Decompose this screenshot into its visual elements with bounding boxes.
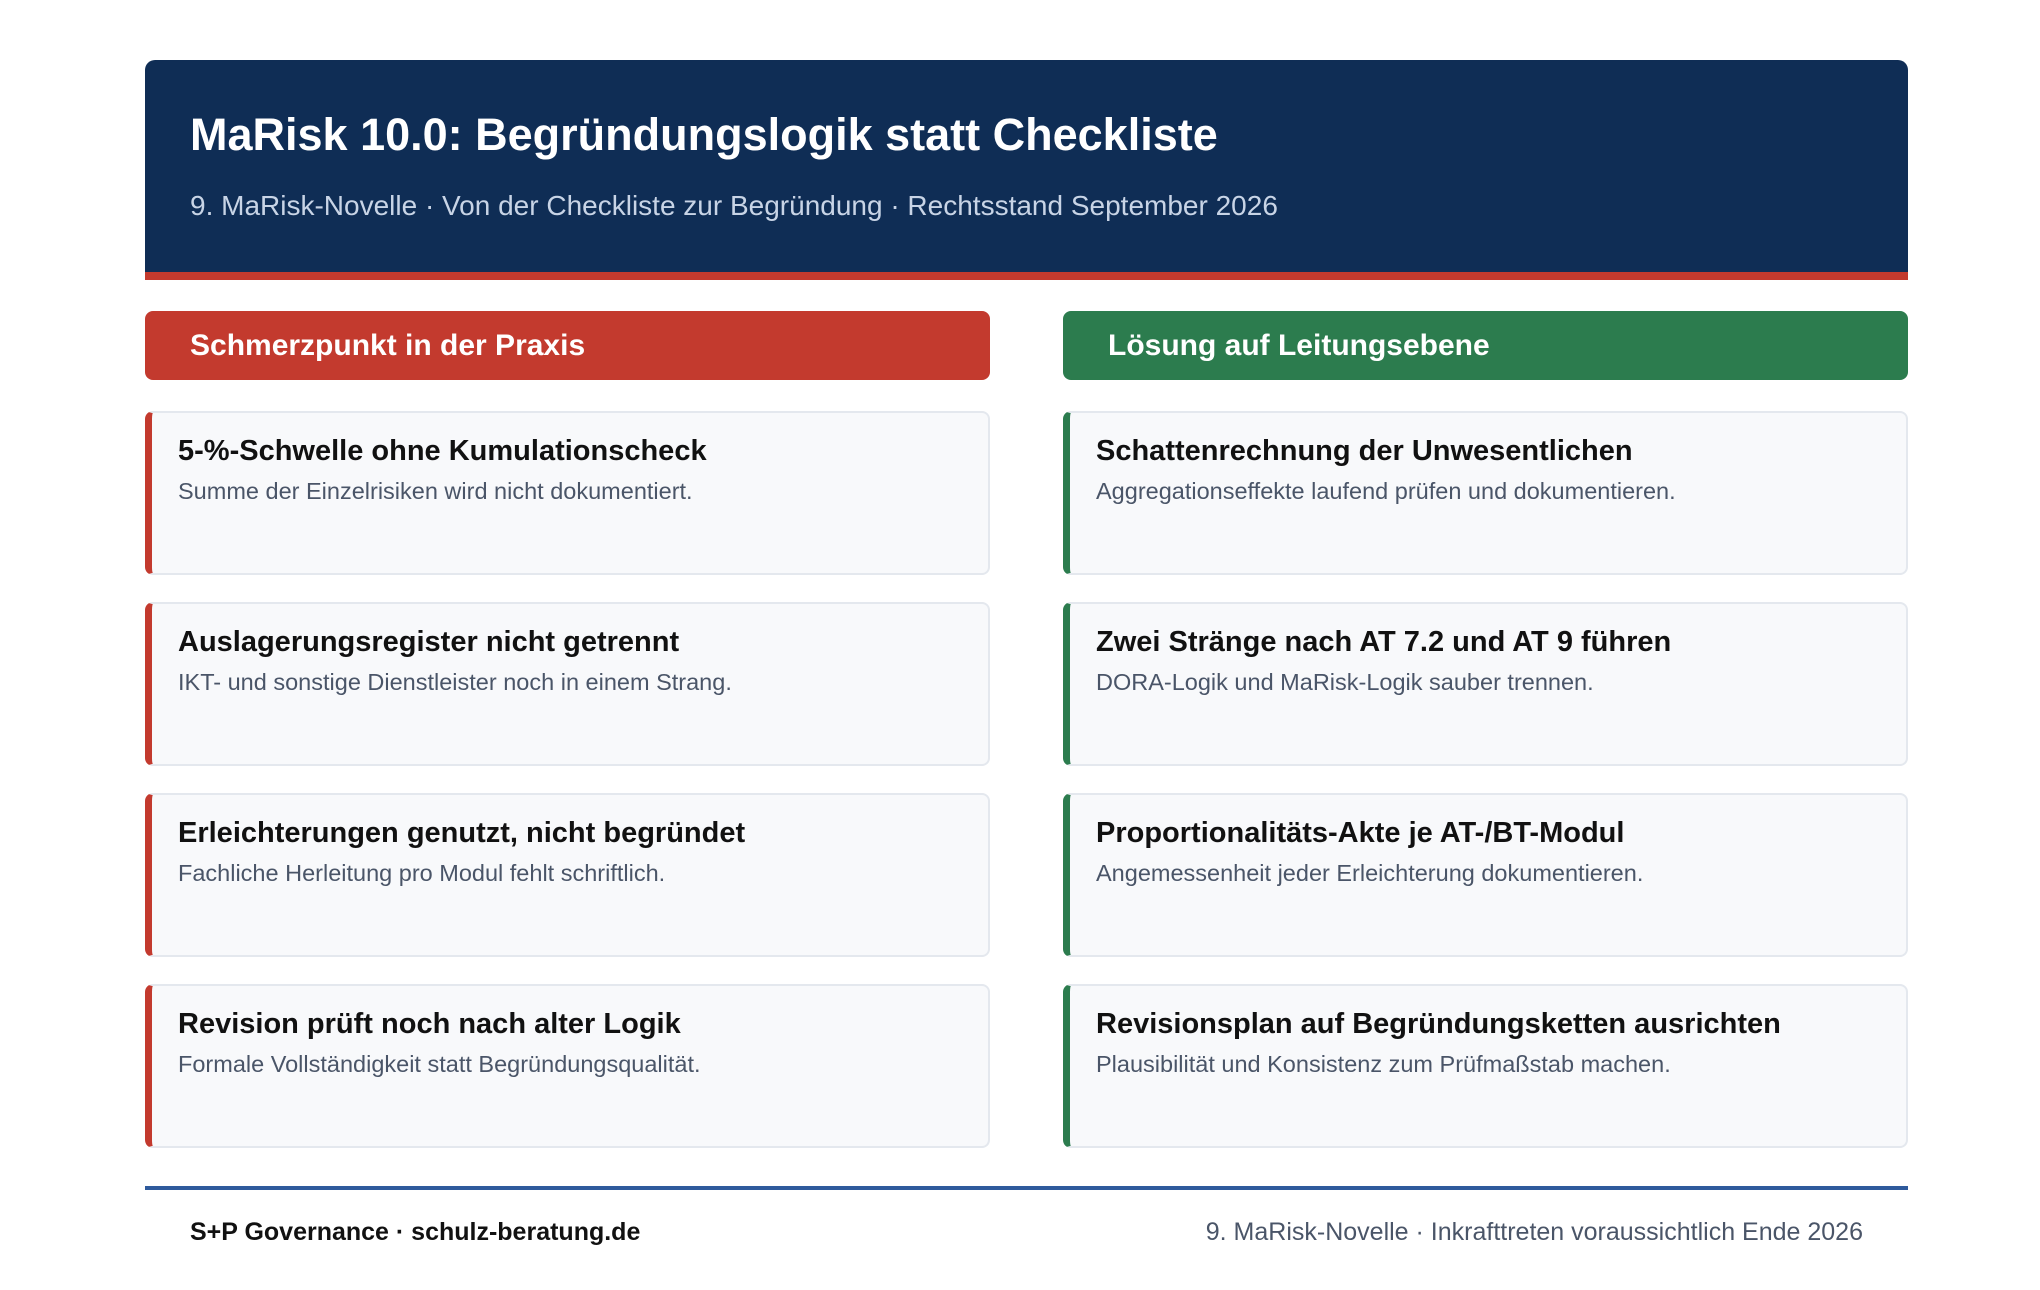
solutions-heading: Lösung auf Leitungsebene [1063,311,1908,380]
pain-point-text: IKT- und sonstige Dienstleister noch in einem Strang. [178,668,732,695]
pain-point-text: Formale Vollständigkeit statt Begründungsqualität. [178,1050,701,1077]
solution-title: Proportionalitäts-Akte je AT-/BT-Modul [1096,817,1625,849]
pain-points-heading: Schmerzpunkt in der Praxis [145,311,990,380]
pain-point-title: Auslagerungsregister nicht getrennt [178,626,680,658]
solution-text: Plausibilität und Konsistenz zum Prüfmaßstab machen. [1096,1050,1671,1077]
solution-title: Zwei Stränge nach AT 7.2 und AT 9 führen [1096,626,1672,658]
solution-title: Schattenrechnung der Unwesentlichen [1096,435,1633,467]
solutions-column [1063,311,1908,1148]
footer-brand: S+P Governance · schulz-beratung.de [190,1218,641,1246]
solution-title: Revisionsplan auf Begründungsketten ausrichten [1096,1008,1781,1040]
pain-points-column [145,311,990,1148]
page-title: MaRisk 10.0: Begründungslogik statt Checkliste [190,109,1218,160]
comparison-columns [145,311,1908,1148]
solution-card [1063,984,1908,1148]
pain-point-card [145,793,990,957]
solution-card [1063,602,1908,766]
pain-point-text: Summe der Einzelrisiken wird nicht dokumentiert. [178,477,693,504]
solution-card [1063,411,1908,575]
footer [145,1190,1908,1247]
solution-text: Angemessenheit jeder Erleichterung dokumentieren. [1096,859,1644,886]
pain-point-text: Fachliche Herleitung pro Modul fehlt schriftlich. [178,859,666,886]
footer-note: 9. MaRisk-Novelle · Inkrafttreten voraussichtlich Ende 2026 [1205,1218,1863,1246]
pain-point-card [145,602,990,766]
page [145,60,1908,1247]
page-subtitle: 9. MaRisk-Novelle · Von der Checkliste zur Begründung · Rechtsstand September 2026 [190,189,1278,221]
solution-text: DORA-Logik und MaRisk-Logik sauber trennen. [1096,668,1594,695]
pain-point-card [145,411,990,575]
pain-point-card [145,984,990,1148]
pain-point-title: Revision prüft noch nach alter Logik [178,1008,681,1040]
header-accent-bar [145,272,1908,280]
header-banner [145,60,1908,272]
solution-card [1063,793,1908,957]
solution-text: Aggregationseffekte laufend prüfen und dokumentieren. [1096,477,1676,504]
pain-point-title: 5-%-Schwelle ohne Kumulationscheck [178,435,707,467]
pain-point-title: Erleichterungen genutzt, nicht begründet [178,817,746,849]
